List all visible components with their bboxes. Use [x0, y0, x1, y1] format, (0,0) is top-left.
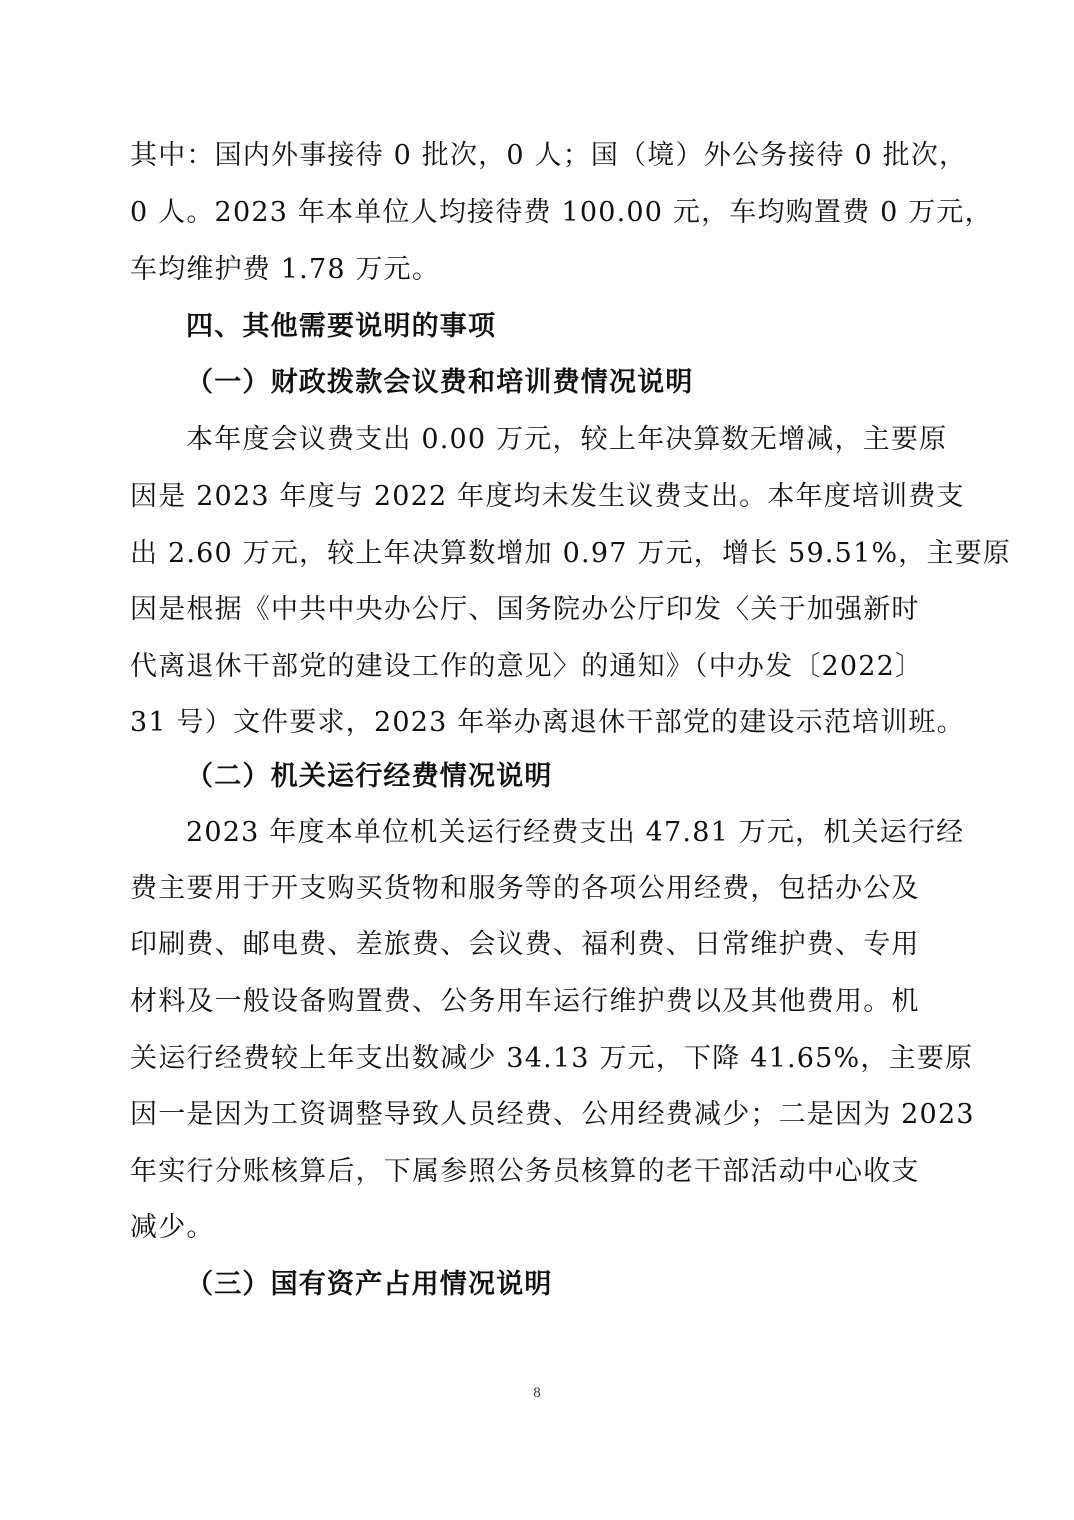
body-text-line: 年实行分账核算后，下属参照公务员核算的老干部活动中心收支: [130, 1156, 920, 1187]
body-text-line: 因是 2023 年度与 2022 年度均未发生议费支出。本年度培训费支: [130, 481, 965, 512]
body-text-line: 减少。: [130, 1212, 215, 1243]
body-text-line: 出 2.60 万元，较上年决算数增加 0.97 万元，增长 59.51%，主要原: [130, 538, 1012, 569]
body-text-line: 0 人。2023 年本单位人均接待费 100.00 元，车均购置费 0 万元，: [130, 197, 993, 228]
section-heading: 四、其他需要说明的事项: [186, 311, 497, 342]
body-text-line: 印刷费、邮电费、差旅费、会议费、福利费、日常维护费、专用: [130, 929, 920, 960]
body-text-line: 2023 年度本单位机关运行经费支出 47.81 万元，机关运行经: [186, 817, 965, 848]
body-text-line: 因是根据《中共中央办公厅、国务院办公厅印发〈关于加强新时: [130, 594, 920, 625]
subsection-heading: （一）财政拨款会议费和培训费情况说明: [186, 367, 694, 398]
body-text-line: 因一是因为工资调整导致人员经费、公用经费减少；二是因为 2023: [130, 1099, 975, 1130]
body-text-line: 其中：国内外事接待 0 批次，0 人；国（境）外公务接待 0 批次，: [130, 140, 968, 171]
body-text-line: 材料及一般设备购置费、公务用车运行维护费以及其他费用。机: [130, 986, 920, 1017]
page-number: 8: [533, 1385, 541, 1401]
body-text-line: 车均维护费 1.78 万元。: [130, 254, 441, 285]
subsection-heading: （三）国有资产占用情况说明: [186, 1269, 553, 1300]
body-text-line: 代离退休干部党的建设工作的意见〉的通知》（中办发〔2022〕: [130, 651, 924, 682]
body-text-line: 本年度会议费支出 0.00 万元，较上年决算数无增减，主要原: [186, 424, 948, 455]
subsection-heading: （二）机关运行经费情况说明: [186, 761, 553, 792]
body-text-line: 关运行经费较上年支出数减少 34.13 万元，下降 41.65%，主要原: [130, 1043, 974, 1074]
body-text-line: 31 号）文件要求，2023 年举办离退休干部党的建设示范培训班。: [130, 707, 965, 738]
body-text-line: 费主要用于开支购买货物和服务等的各项公用经费，包括办公及: [130, 873, 920, 904]
